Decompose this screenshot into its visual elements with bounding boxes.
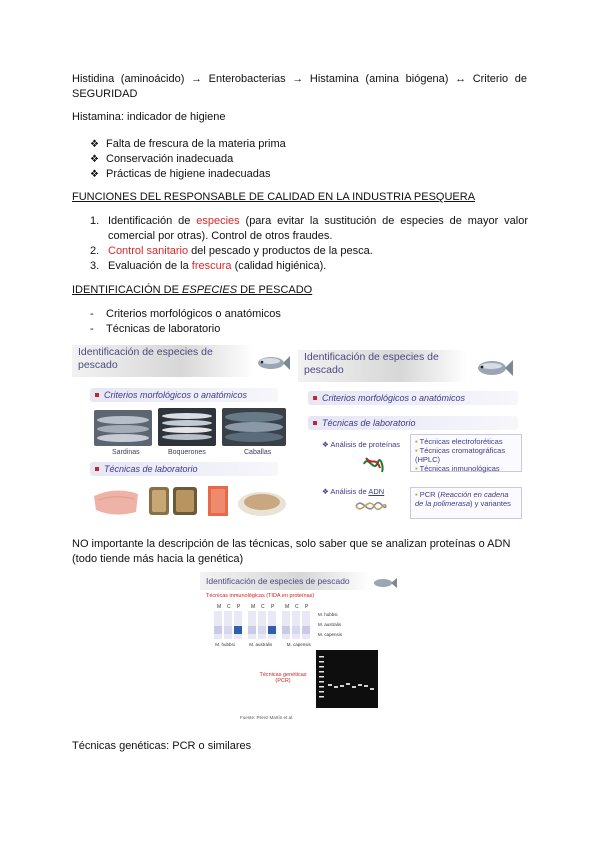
item-text: (calidad higiénica). xyxy=(231,260,327,272)
gel-band xyxy=(340,685,344,687)
pill-label: Criterios morfológicos o anatómicos xyxy=(322,393,466,403)
pill-label: Criterios morfológicos o anatómicos xyxy=(104,390,248,400)
boquerones-photo xyxy=(158,408,216,446)
yellow-bullet-icon: ▪ xyxy=(415,437,418,446)
yellow-bullet-icon: ▪ xyxy=(415,490,418,499)
gel-band xyxy=(328,684,332,686)
list-item xyxy=(90,137,286,152)
lane-label: C xyxy=(261,604,265,610)
yellow-bullet-icon: ▪ xyxy=(415,464,418,473)
lane xyxy=(214,611,222,639)
legend-item: M. hubbsi xyxy=(318,612,338,617)
security-criterion: SEGURIDAD xyxy=(72,88,138,100)
slide-title: Identificación de especies de pescado xyxy=(304,351,439,376)
gel-label: Técnicas genéticas (PCR) xyxy=(259,672,307,684)
item-text: Identificación de xyxy=(108,215,197,227)
red-square-icon xyxy=(313,421,317,425)
dna-techniques-box xyxy=(410,487,522,519)
pill-label: Técnicas de laboratorio xyxy=(104,464,198,474)
closing-line: Técnicas genéticas: PCR o similares xyxy=(72,740,252,752)
heading-part: DE PESCADO xyxy=(237,284,313,296)
lane-label: M xyxy=(251,604,256,610)
funciones-heading: FUNCIONES DEL RESPONSABLE DE CALIDAD EN LA INDUSTRIA PESQUERA xyxy=(72,191,476,203)
dna-label-underlined: ADN xyxy=(368,487,385,496)
gel-band xyxy=(346,683,350,685)
list-item-text: Técnicas de laboratorio xyxy=(106,323,221,335)
lane-label: P xyxy=(271,604,275,610)
caption-caballas: Caballas xyxy=(244,449,272,456)
lane xyxy=(248,611,256,639)
dna-helix-icon xyxy=(354,496,388,516)
lane-label: P xyxy=(237,604,241,610)
fish-icon xyxy=(474,354,514,382)
red-square-icon xyxy=(95,467,99,471)
list-item xyxy=(90,214,528,244)
yellow-bullet-icon: ▪ xyxy=(415,446,418,455)
lane xyxy=(282,611,290,639)
lane xyxy=(302,611,310,639)
histamine-chain xyxy=(72,72,527,102)
canned-fish-photo xyxy=(146,484,200,518)
legend-item: M. capensis xyxy=(318,632,343,637)
technique-text: Técnicas inmunológicas xyxy=(419,464,500,473)
item-highlight: especies xyxy=(196,215,240,227)
ladder-band xyxy=(319,671,324,673)
slide-title: Identificación de especies de pescado xyxy=(78,346,213,371)
group-label: M. hubbsi xyxy=(215,642,235,647)
pill-laboratory xyxy=(308,416,518,430)
protein-analysis-label: ❖ Análisis de proteínas xyxy=(322,440,401,449)
lane-band xyxy=(258,626,266,634)
dash-bullet: - xyxy=(90,308,94,320)
salmon-photo xyxy=(206,484,230,518)
item-highlight: frescura xyxy=(191,260,232,272)
list-item xyxy=(90,244,528,259)
heading-part-italic: ESPECIES xyxy=(182,284,238,296)
lane-label: C xyxy=(227,604,231,610)
gel-band xyxy=(364,685,368,687)
lane xyxy=(268,611,276,639)
list-item-text: Falta de frescura de la materia prima xyxy=(106,138,286,150)
pill-laboratory xyxy=(90,462,278,476)
caption-sardinas: Sardinas xyxy=(112,449,140,456)
slide-laboratory xyxy=(298,350,528,520)
ladder-band xyxy=(319,681,324,683)
fish-icon xyxy=(372,575,398,591)
lane-band xyxy=(292,626,300,634)
protein-techniques-box xyxy=(410,434,522,472)
gel-band xyxy=(370,688,374,690)
lane-band xyxy=(248,626,256,634)
protein-structure-icon xyxy=(360,452,386,476)
group-label: M. australis xyxy=(249,642,273,647)
identificacion-heading xyxy=(72,283,312,298)
lane-band xyxy=(302,626,310,634)
lane-label: M xyxy=(285,604,290,610)
list-item xyxy=(90,322,281,337)
technique-item xyxy=(415,464,517,473)
lane-label: M xyxy=(217,604,222,610)
lane xyxy=(224,611,232,639)
ladder-band xyxy=(319,666,324,668)
lane-band xyxy=(268,626,276,634)
slide-immunological xyxy=(200,572,400,724)
diamond-bullet-icon: ❖ xyxy=(90,139,99,150)
fillet-photo xyxy=(92,486,140,518)
funciones-list xyxy=(90,214,528,274)
dash-bullet: - xyxy=(90,323,94,335)
item-text: del pescado y productos de la pesca. xyxy=(188,245,373,257)
list-item xyxy=(90,259,528,274)
note-paragraph: NO importante la descripción de las técnicas, solo saber que se analizan proteínas o ADN (todo tiende más hacia la genética) xyxy=(72,538,511,565)
technique-item xyxy=(415,437,517,446)
item-number: 1. xyxy=(90,215,100,227)
slide3-footer: Fuente: Pérez Martín et al. xyxy=(240,715,294,720)
red-square-icon xyxy=(313,396,317,400)
lane xyxy=(258,611,266,639)
caption-boquerones: Boquerones xyxy=(168,449,206,456)
item-text: Evaluación de la xyxy=(108,260,192,272)
diamond-bullet-icon: ❖ xyxy=(90,154,99,165)
pill-morphological xyxy=(90,388,278,402)
ladder-band xyxy=(319,676,324,678)
item-text: (para evitar la sustitución de especies de mayor valor xyxy=(239,215,528,227)
technique-text: Técnicas cromatográficas (HPLC) xyxy=(415,446,506,464)
list-item-text: Conservación inadecuada xyxy=(106,153,234,165)
legend-item: M. australis xyxy=(318,622,342,627)
lane-band xyxy=(214,626,222,634)
dna-label-text: Análisis de xyxy=(330,487,369,496)
gel-band xyxy=(334,686,338,688)
lane-label: P xyxy=(305,604,309,610)
gel-band xyxy=(358,684,362,686)
list-item-text: Criterios morfológicos o anatómicos xyxy=(106,308,281,320)
surimi-photo xyxy=(236,486,288,518)
pill-label: Técnicas de laboratorio xyxy=(322,418,416,428)
gel-band xyxy=(352,686,356,688)
protein-label-text: Análisis de proteínas xyxy=(330,440,401,449)
ladder-band xyxy=(319,696,324,698)
item-number: 2. xyxy=(90,245,100,257)
caballas-photo xyxy=(222,408,286,446)
heading-part: IDENTIFICACIÓN DE xyxy=(72,284,183,296)
diamond-bullet-icon: ❖ xyxy=(90,169,99,180)
histamine-chain-line: Histidina (aminoácido) → Enterobacterias → Histamina (amina biógena) ↔ Criterio de xyxy=(72,73,527,85)
group-label: M. capensis xyxy=(286,642,311,647)
list-item xyxy=(90,167,286,182)
ladder-band xyxy=(319,686,324,688)
slide3-subtitle: Técnicas inmunológicas (TIDA en proteínas) xyxy=(206,593,315,599)
pcr-gel-image xyxy=(316,650,378,708)
fish-icon xyxy=(255,351,291,373)
red-square-icon xyxy=(95,393,99,397)
ladder-band xyxy=(319,691,324,693)
item-highlight: Control sanitario xyxy=(108,245,189,257)
technique-item xyxy=(415,446,517,464)
technique-text: PCR ( xyxy=(419,490,441,499)
immuno-legend xyxy=(318,610,342,640)
item-line xyxy=(108,214,528,229)
technique-text: Técnicas electroforéticas xyxy=(419,437,503,446)
pill-morphological xyxy=(308,391,518,405)
lane-band xyxy=(224,626,232,634)
lane-band xyxy=(234,626,242,634)
slide-morphological xyxy=(72,345,294,520)
lane-label: C xyxy=(295,604,299,610)
histamina-list xyxy=(90,137,286,182)
list-item-text: Prácticas de higiene inadecuadas xyxy=(106,168,271,180)
list-item xyxy=(90,307,281,322)
ladder-band xyxy=(319,661,324,663)
sardinas-photo xyxy=(94,410,152,446)
histamina-title: Histamina: indicador de higiene xyxy=(72,111,226,123)
lane-band xyxy=(282,626,290,634)
dna-analysis-label: ❖ Análisis de ADN xyxy=(322,487,385,496)
item-number: 3. xyxy=(90,260,100,272)
item-line: comercial por otras). Control de otros fraudes. xyxy=(108,230,333,242)
ladder-band xyxy=(319,656,324,658)
slide-title: Identificación de especies de pescado xyxy=(206,576,350,586)
lane xyxy=(292,611,300,639)
identificacion-list xyxy=(90,307,281,337)
list-item xyxy=(90,152,286,167)
group-labels xyxy=(208,642,318,647)
lane xyxy=(234,611,242,639)
technique-text: ) y variantes xyxy=(470,499,511,508)
technique-italic: Reacción en cadena de la polimerasa xyxy=(415,490,509,508)
